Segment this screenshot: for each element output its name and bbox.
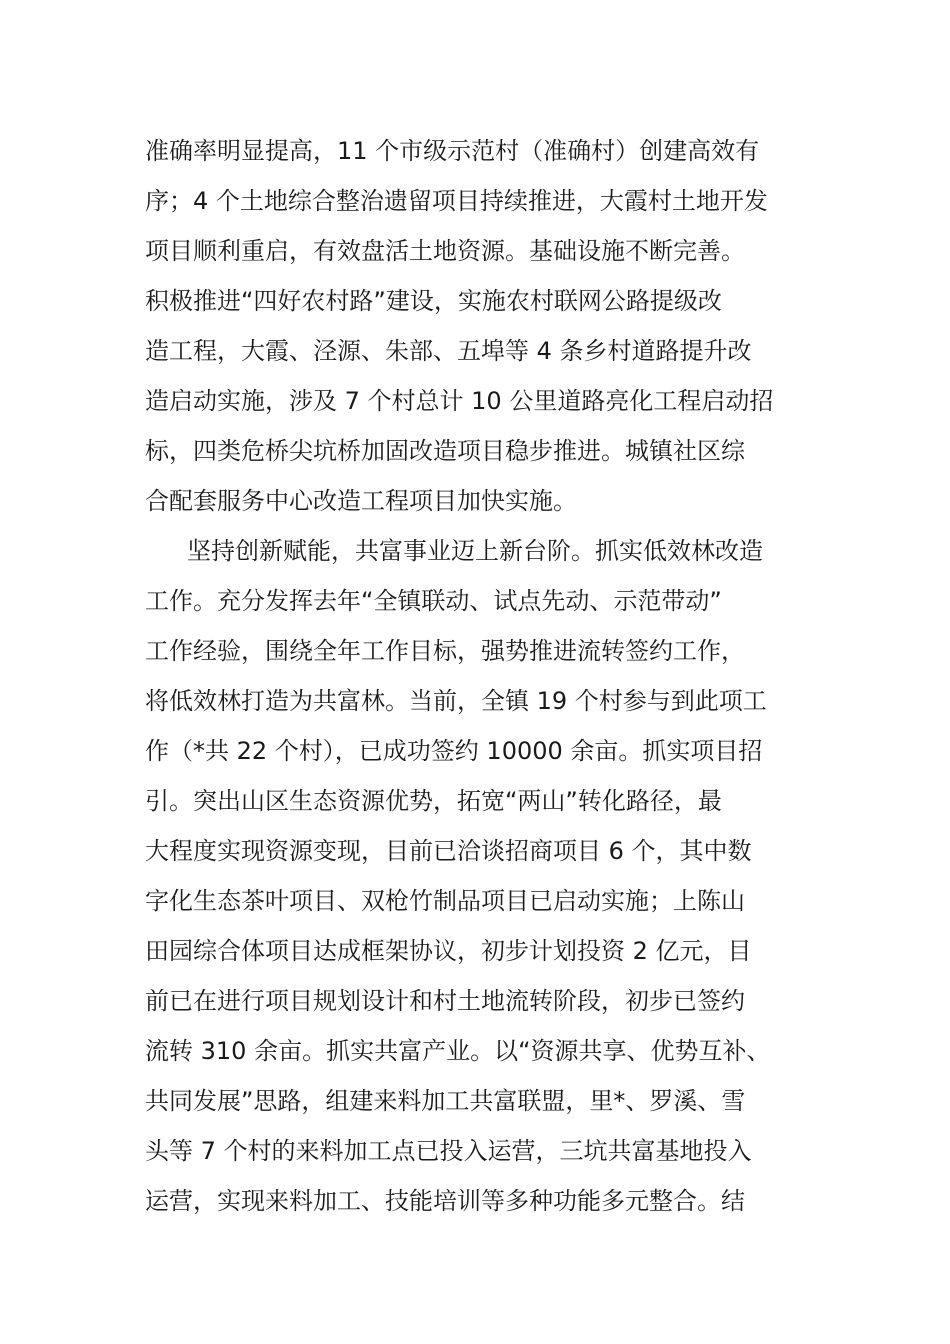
text-line: 田园综合体项目达成框架协议，初步计划投资 2 亿元，目 [145, 937, 752, 965]
text-line: 引。突出山区生态资源优势，拓宽“两山”转化路径，最 [145, 787, 722, 815]
text-line: 作（*共 22 个村），已成功签约 10000 余亩。抓实项目招 [145, 737, 763, 765]
text-line: 坚持创新赋能，共富事业迈上新台阶。抓实低效林改造 [187, 537, 763, 565]
text-line: 将低效林打造为共富林。当前，全镇 19 个村参与到此项工 [145, 687, 767, 715]
text-line: 标，四类危桥尖坑桥加固改造项目稳步推进。城镇社区综 [145, 437, 745, 465]
text-line: 字化生态茶叶项目、双枪竹制品项目已启动实施；上陈山 [145, 887, 745, 915]
text-line: 造工程，大霞、泾源、朱部、五埠等 4 条乡村道路提升改 [145, 337, 752, 365]
text-line: 共同发展”思路，组建来料加工共富联盟，里*、罗溪、雪 [145, 1087, 746, 1115]
text-line: 头等 7 个村的来料加工点已投入运营，三坑共富基地投入 [145, 1137, 752, 1165]
text-line: 大程度实现资源变现，目前已洽谈招商项目 6 个，其中数 [145, 837, 752, 865]
text-line: 工作。充分发挥去年“全镇联动、试点先动、示范带动” [145, 587, 722, 615]
text-line: 运营，实现来料加工、技能培训等多种功能多元整合。结 [145, 1187, 745, 1215]
text-line: 流转 310 余亩。抓实共富产业。以“资源共享、优势互补、 [145, 1037, 771, 1065]
text-line: 项目顺利重启，有效盘活土地资源。基础设施不断完善。 [145, 237, 745, 265]
text-line: 合配套服务中心改造工程项目加快实施。 [145, 487, 577, 515]
text-line: 积极推进“四好农村路”建设，实施农村联网公路提级改 [145, 287, 722, 315]
text-line: 序；4 个土地综合整治遗留项目持续推进，大霞村土地开发 [145, 187, 768, 215]
text-line: 工作经验，围绕全年工作目标，强势推进流转签约工作， [145, 637, 745, 665]
text-line: 造启动实施，涉及 7 个村总计 10 公里道路亮化工程启动招 [145, 387, 774, 415]
text-line: 准确率明显提高，11 个市级示范村（准确村）创建高效有 [145, 137, 760, 165]
text-line: 前已在进行项目规划设计和村土地流转阶段，初步已签约 [145, 987, 745, 1015]
